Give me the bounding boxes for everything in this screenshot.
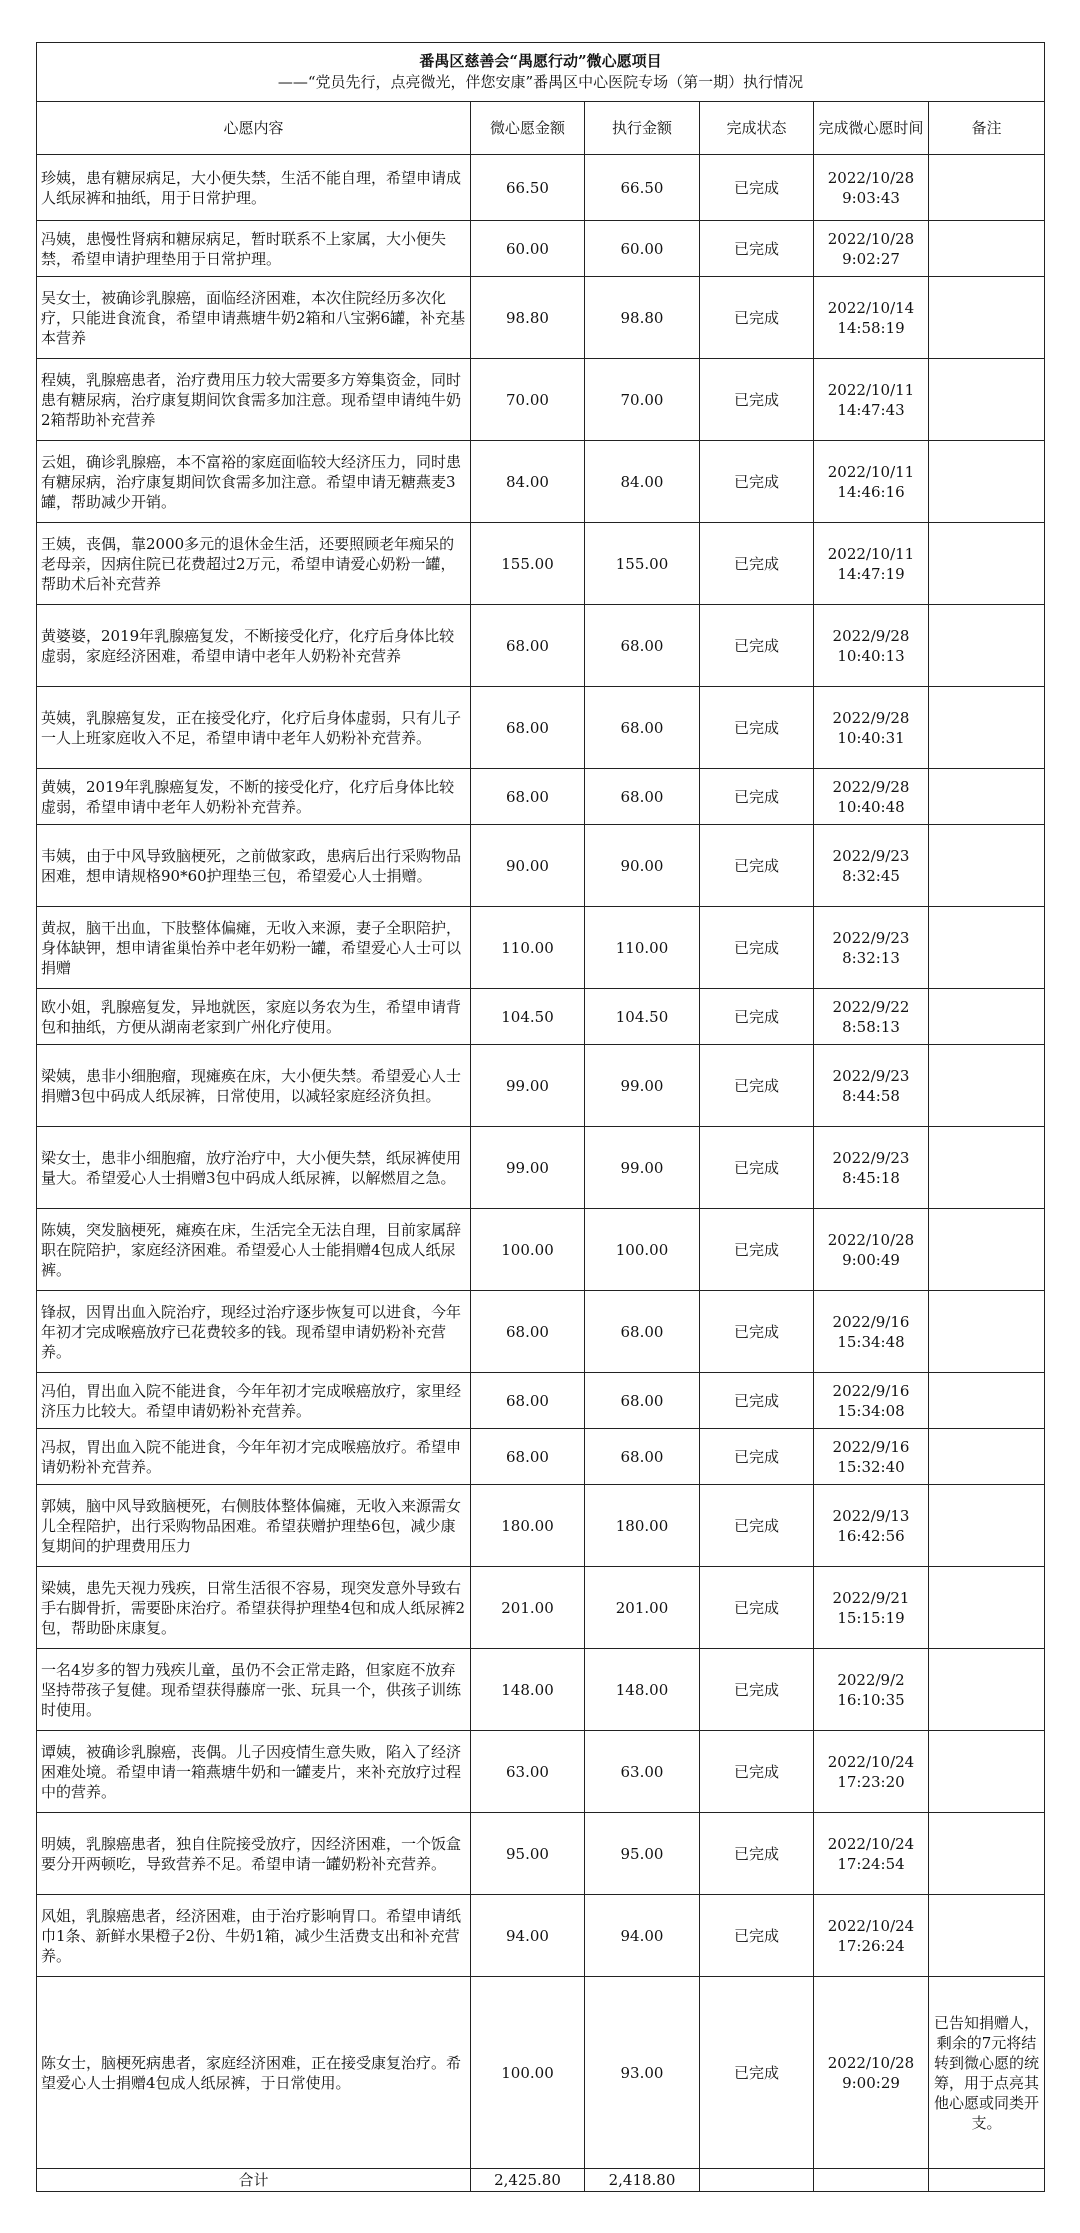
table-row [37, 1485, 1045, 1567]
completion-date: 2022/9/23 [832, 1066, 910, 1085]
completion-status: 已完成 [700, 1895, 814, 1977]
exec-amount: 63.00 [585, 1731, 700, 1813]
exec-amount: 70.00 [585, 359, 700, 441]
completion-time [814, 1209, 929, 1291]
exec-amount: 180.00 [585, 1485, 700, 1567]
table-row [37, 989, 1045, 1045]
exec-amount: 94.00 [585, 1895, 700, 1977]
title-line-2: ——“党员先行，点亮微光，伴您安康”番禺区中心医院专场（第一期）执行情况 [277, 73, 804, 91]
wish-amount: 110.00 [471, 907, 585, 989]
completion-status: 已完成 [700, 825, 814, 907]
remark: 已告知捐赠人，剩余的7元将结转到微心愿的统筹，用于点亮其他心愿或同类开支。 [929, 1977, 1045, 2169]
wish-amount: 90.00 [471, 825, 585, 907]
completion-clock: 15:34:48 [837, 1332, 905, 1351]
wish-amount: 60.00 [471, 221, 585, 277]
table-row [37, 1567, 1045, 1649]
completion-clock: 8:44:58 [842, 1086, 900, 1105]
wish-amount: 68.00 [471, 687, 585, 769]
completion-time [814, 441, 929, 523]
table-row [37, 825, 1045, 907]
table-row [37, 1649, 1045, 1731]
completion-clock: 16:10:35 [837, 1690, 905, 1709]
completion-clock: 8:32:13 [842, 948, 900, 967]
completion-date: 2022/9/23 [832, 846, 910, 865]
wish-content: 英姨，乳腺癌复发，正在接受化疗，化疗后身体虚弱，只有儿子一人上班家庭收入不足，希望申请中老年人奶粉补充营养。 [37, 687, 471, 769]
completion-clock: 10:40:31 [837, 728, 905, 747]
completion-status: 已完成 [700, 1209, 814, 1291]
header-time: 完成微心愿时间 [814, 102, 929, 155]
completion-date: 2022/9/28 [832, 626, 910, 645]
remark [929, 221, 1045, 277]
completion-time [814, 1045, 929, 1127]
wish-amount: 98.80 [471, 277, 585, 359]
completion-status: 已完成 [700, 769, 814, 825]
exec-amount: 93.00 [585, 1977, 700, 2169]
wish-amount: 68.00 [471, 1373, 585, 1429]
completion-clock: 9:03:43 [842, 188, 900, 207]
completion-status: 已完成 [700, 1291, 814, 1373]
table-row [37, 277, 1045, 359]
wish-content: 梁姨，患先天视力残疾，日常生活很不容易，现突发意外导致右手右脚骨折，需要卧床治疗。希望获得护理垫4包和成人纸尿裤2包，帮助卧床康复。 [37, 1567, 471, 1649]
wish-amount: 95.00 [471, 1813, 585, 1895]
completion-clock: 8:45:18 [842, 1168, 900, 1187]
wish-content: 珍姨，患有糖尿病足，大小便失禁，生活不能自理，希望申请成人纸尿裤和抽纸，用于日常护理。 [37, 155, 471, 221]
completion-status: 已完成 [700, 1567, 814, 1649]
remark [929, 1895, 1045, 1977]
completion-date: 2022/9/2 [837, 1670, 905, 1689]
title-line-1: 番禺区慈善会“禺愿行动”微心愿项目 [419, 52, 662, 70]
remark [929, 1373, 1045, 1429]
wish-content: 风姐，乳腺癌患者，经济困难，由于治疗影响胃口。希望申请纸巾1条、新鲜水果橙子2份、牛奶1箱，减少生活费支出和补充营养。 [37, 1895, 471, 1977]
wish-amount: 68.00 [471, 1291, 585, 1373]
completion-clock: 8:58:13 [842, 1017, 900, 1036]
completion-status: 已完成 [700, 359, 814, 441]
wish-content: 云姐，确诊乳腺癌，本不富裕的家庭面临较大经济压力，同时患有糖尿病，治疗康复期间饮食需多加注意。希望申请无糖燕麦3罐，帮助减少开销。 [37, 441, 471, 523]
completion-clock: 16:42:56 [837, 1526, 905, 1545]
completion-clock: 17:24:54 [837, 1854, 905, 1873]
remark [929, 277, 1045, 359]
exec-amount: 68.00 [585, 1291, 700, 1373]
header-row [37, 102, 1045, 155]
exec-amount: 68.00 [585, 1429, 700, 1485]
remark [929, 441, 1045, 523]
remark [929, 155, 1045, 221]
table-row [37, 359, 1045, 441]
completion-date: 2022/10/11 [827, 462, 915, 481]
completion-time [814, 1649, 929, 1731]
completion-time [814, 1429, 929, 1485]
completion-status: 已完成 [700, 155, 814, 221]
completion-time [814, 1813, 929, 1895]
total-row [37, 2169, 1045, 2192]
completion-status: 已完成 [700, 1485, 814, 1567]
completion-date: 2022/10/28 [827, 2053, 915, 2072]
total-exec: 2,418.80 [585, 2169, 700, 2192]
table-title [37, 43, 1045, 102]
exec-amount: 68.00 [585, 687, 700, 769]
table-row [37, 523, 1045, 605]
wish-amount: 99.00 [471, 1045, 585, 1127]
wish-content: 梁女士，患非小细胞瘤，放疗治疗中，大小便失禁，纸尿裤使用量大。希望爱心人士捐赠3包中码成人纸尿裤，以解燃眉之急。 [37, 1127, 471, 1209]
wish-content: 陈姨，突发脑梗死，瘫痪在床，生活完全无法自理，目前家属辞职在院陪护，家庭经济困难。希望爱心人士能捐赠4包成人纸尿裤。 [37, 1209, 471, 1291]
wish-amount: 180.00 [471, 1485, 585, 1567]
table-row [37, 1731, 1045, 1813]
exec-amount: 90.00 [585, 825, 700, 907]
completion-date: 2022/10/28 [827, 1230, 915, 1249]
completion-time [814, 1731, 929, 1813]
wish-content: 黄叔，脑干出血，下肢整体偏瘫，无收入来源，妻子全职陪护，身体缺钾，想申请雀巢怡养中老年奶粉一罐，希望爱心人士可以捐赠 [37, 907, 471, 989]
completion-date: 2022/9/23 [832, 1148, 910, 1167]
exec-amount: 99.00 [585, 1045, 700, 1127]
table-row [37, 1895, 1045, 1977]
completion-status: 已完成 [700, 1045, 814, 1127]
exec-amount: 68.00 [585, 769, 700, 825]
remark [929, 687, 1045, 769]
completion-time [814, 359, 929, 441]
wish-amount: 104.50 [471, 989, 585, 1045]
header-exec: 执行金额 [585, 102, 700, 155]
completion-date: 2022/10/11 [827, 380, 915, 399]
wish-content: 梁姨，患非小细胞瘤，现瘫痪在床，大小便失禁。希望爱心人士捐赠3包中码成人纸尿裤，日常使用，以减轻家庭经济负担。 [37, 1045, 471, 1127]
completion-date: 2022/10/24 [827, 1834, 915, 1853]
table-row [37, 1373, 1045, 1429]
header-note: 备注 [929, 102, 1045, 155]
completion-time [814, 1895, 929, 1977]
completion-status: 已完成 [700, 989, 814, 1045]
total-note [929, 2169, 1045, 2192]
completion-status: 已完成 [700, 1731, 814, 1813]
table-row [37, 1813, 1045, 1895]
completion-time [814, 1567, 929, 1649]
completion-time [814, 605, 929, 687]
completion-time [814, 769, 929, 825]
completion-date: 2022/9/23 [832, 928, 910, 947]
completion-clock: 14:46:16 [837, 482, 905, 501]
table-row [37, 769, 1045, 825]
completion-date: 2022/10/24 [827, 1752, 915, 1771]
completion-date: 2022/9/16 [832, 1437, 910, 1456]
wish-content: 谭姨，被确诊乳腺癌，丧偶。儿子因疫情生意失败，陷入了经济困难处境。希望申请一箱燕塘牛奶和一罐麦片，来补充放疗过程中的营养。 [37, 1731, 471, 1813]
remark [929, 1045, 1045, 1127]
wish-amount: 66.50 [471, 155, 585, 221]
completion-time [814, 1127, 929, 1209]
remark [929, 605, 1045, 687]
table-row [37, 1429, 1045, 1485]
remark [929, 1649, 1045, 1731]
completion-time [814, 1485, 929, 1567]
completion-clock: 14:58:19 [837, 318, 905, 337]
remark [929, 907, 1045, 989]
completion-clock: 9:00:29 [842, 2073, 900, 2092]
completion-status: 已完成 [700, 1373, 814, 1429]
completion-time [814, 825, 929, 907]
remark [929, 1485, 1045, 1567]
completion-clock: 17:23:20 [837, 1772, 905, 1791]
completion-status: 已完成 [700, 605, 814, 687]
completion-clock: 8:32:45 [842, 866, 900, 885]
remark [929, 1127, 1045, 1209]
exec-amount: 84.00 [585, 441, 700, 523]
exec-amount: 148.00 [585, 1649, 700, 1731]
total-label: 合计 [37, 2169, 471, 2192]
wish-content: 陈女士，脑梗死病患者，家庭经济困难，正在接受康复治疗。希望爱心人士捐赠4包成人纸尿裤，于日常使用。 [37, 1977, 471, 2169]
wish-amount: 63.00 [471, 1731, 585, 1813]
wish-amount: 100.00 [471, 1209, 585, 1291]
completion-date: 2022/9/28 [832, 708, 910, 727]
wish-content: 冯姨，患慢性肾病和糖尿病足，暂时联系不上家属，大小便失禁，希望申请护理垫用于日常护理。 [37, 221, 471, 277]
remark [929, 1429, 1045, 1485]
table-row [37, 907, 1045, 989]
exec-amount: 60.00 [585, 221, 700, 277]
table-row [37, 155, 1045, 221]
exec-amount: 155.00 [585, 523, 700, 605]
completion-date: 2022/10/11 [827, 544, 915, 563]
exec-amount: 68.00 [585, 605, 700, 687]
remark [929, 1567, 1045, 1649]
completion-clock: 15:34:08 [837, 1401, 905, 1420]
wish-amount: 68.00 [471, 769, 585, 825]
wish-amount: 155.00 [471, 523, 585, 605]
header-status: 完成状态 [700, 102, 814, 155]
remark [929, 1813, 1045, 1895]
exec-amount: 98.80 [585, 277, 700, 359]
wish-content: 一名4岁多的智力残疾儿童，虽仍不会正常走路，但家庭不放弃坚持带孩子复健。现希望获得藤席一张、玩具一个，供孩子训练时使用。 [37, 1649, 471, 1731]
completion-date: 2022/9/21 [832, 1588, 910, 1607]
wish-amount: 201.00 [471, 1567, 585, 1649]
remark [929, 1209, 1045, 1291]
execution-table [36, 42, 1045, 2192]
completion-status: 已完成 [700, 221, 814, 277]
completion-clock: 17:26:24 [837, 1936, 905, 1955]
completion-clock: 14:47:43 [837, 400, 905, 419]
completion-date: 2022/10/24 [827, 1916, 915, 1935]
remark [929, 359, 1045, 441]
completion-time [814, 155, 929, 221]
wish-content: 黄姨，2019年乳腺癌复发，不断的接受化疗，化疗后身体比较虚弱，希望申请中老年人奶粉补充营养。 [37, 769, 471, 825]
completion-clock: 15:32:40 [837, 1457, 905, 1476]
wish-content: 欧小姐，乳腺癌复发，异地就医，家庭以务农为生，希望申请背包和抽纸，方便从湖南老家到广州化疗使用。 [37, 989, 471, 1045]
wish-content: 郭姨，脑中风导致脑梗死，右侧肢体整体偏瘫，无收入来源需女儿全程陪护，出行采购物品困难。希望获赠护理垫6包，减少康复期间的护理费用压力 [37, 1485, 471, 1567]
wish-content: 韦姨，由于中风导致脑梗死，之前做家政，患病后出行采购物品困难，想申请规格90*60护理垫三包，希望爱心人士捐赠。 [37, 825, 471, 907]
header-desc: 心愿内容 [37, 102, 471, 155]
completion-date: 2022/9/22 [832, 997, 910, 1016]
wish-amount: 148.00 [471, 1649, 585, 1731]
table-row [37, 1045, 1045, 1127]
completion-status: 已完成 [700, 907, 814, 989]
exec-amount: 201.00 [585, 1567, 700, 1649]
completion-date: 2022/10/14 [827, 298, 915, 317]
remark [929, 1291, 1045, 1373]
completion-date: 2022/9/28 [832, 777, 910, 796]
completion-clock: 9:02:27 [842, 249, 900, 268]
completion-clock: 10:40:48 [837, 797, 905, 816]
completion-status: 已完成 [700, 1813, 814, 1895]
wish-content: 冯伯，胃出血入院不能进食，今年年初才完成喉癌放疗，家里经济压力比较大。希望申请奶粉补充营养。 [37, 1373, 471, 1429]
exec-amount: 100.00 [585, 1209, 700, 1291]
wish-content: 王姨，丧偶，靠2000多元的退休金生活，还要照顾老年痴呆的老母亲，因病住院已花费超过2万元，希望申请爱心奶粉一罐，帮助术后补充营养 [37, 523, 471, 605]
total-amount: 2,425.80 [471, 2169, 585, 2192]
completion-time [814, 687, 929, 769]
completion-date: 2022/9/13 [832, 1506, 910, 1525]
completion-clock: 14:47:19 [837, 564, 905, 583]
completion-status: 已完成 [700, 441, 814, 523]
completion-time [814, 1373, 929, 1429]
wish-amount: 94.00 [471, 1895, 585, 1977]
wish-content: 明姨，乳腺癌患者，独自住院接受放疗，因经济困难，一个饭盒要分开两顿吃，导致营养不足。希望申请一罐奶粉补充营养。 [37, 1813, 471, 1895]
remark [929, 769, 1045, 825]
completion-clock: 15:15:19 [837, 1608, 905, 1627]
remark [929, 825, 1045, 907]
wish-amount: 84.00 [471, 441, 585, 523]
exec-amount: 95.00 [585, 1813, 700, 1895]
completion-date: 2022/9/16 [832, 1381, 910, 1400]
exec-amount: 104.50 [585, 989, 700, 1045]
remark [929, 523, 1045, 605]
wish-content: 吴女士，被确诊乳腺癌，面临经济困难，本次住院经历多次化疗，只能进食流食，希望申请燕塘牛奶2箱和八宝粥6罐，补充基本营养 [37, 277, 471, 359]
table-row [37, 605, 1045, 687]
exec-amount: 68.00 [585, 1373, 700, 1429]
completion-clock: 9:00:49 [842, 1250, 900, 1269]
wish-content: 黄婆婆，2019年乳腺癌复发，不断接受化疗，化疗后身体比较虚弱，家庭经济困难，希望申请中老年人奶粉补充营养 [37, 605, 471, 687]
table-row [37, 1127, 1045, 1209]
completion-status: 已完成 [700, 277, 814, 359]
table-row [37, 1209, 1045, 1291]
completion-time [814, 989, 929, 1045]
completion-status: 已完成 [700, 687, 814, 769]
remark [929, 989, 1045, 1045]
wish-content: 锋叔，因胃出血入院治疗，现经过治疗逐步恢复可以进食，今年年初才完成喉癌放疗已花费较多的钱。现希望申请奶粉补充营养。 [37, 1291, 471, 1373]
completion-date: 2022/10/28 [827, 168, 915, 187]
completion-time [814, 907, 929, 989]
table-row [37, 687, 1045, 769]
completion-status: 已完成 [700, 1429, 814, 1485]
wish-amount: 100.00 [471, 1977, 585, 2169]
wish-content: 程姨，乳腺癌患者，治疗费用压力较大需要多方筹集资金，同时患有糖尿病，治疗康复期间饮食需多加注意。现希望申请纯牛奶2箱帮助补充营养 [37, 359, 471, 441]
wish-amount: 68.00 [471, 605, 585, 687]
completion-status: 已完成 [700, 523, 814, 605]
exec-amount: 99.00 [585, 1127, 700, 1209]
total-time [814, 2169, 929, 2192]
completion-time [814, 1977, 929, 2169]
remark [929, 1731, 1045, 1813]
exec-amount: 66.50 [585, 155, 700, 221]
completion-status: 已完成 [700, 1977, 814, 2169]
completion-date: 2022/10/28 [827, 229, 915, 248]
table-row [37, 221, 1045, 277]
table-row [37, 1977, 1045, 2169]
exec-amount: 110.00 [585, 907, 700, 989]
completion-time [814, 1291, 929, 1373]
wish-amount: 68.00 [471, 1429, 585, 1485]
table-row [37, 1291, 1045, 1373]
table-row [37, 441, 1045, 523]
completion-status: 已完成 [700, 1127, 814, 1209]
wish-amount: 70.00 [471, 359, 585, 441]
completion-time [814, 277, 929, 359]
header-amount: 微心愿金额 [471, 102, 585, 155]
completion-date: 2022/9/16 [832, 1312, 910, 1331]
completion-status: 已完成 [700, 1649, 814, 1731]
wish-content: 冯叔，胃出血入院不能进食，今年年初才完成喉癌放疗。希望申请奶粉补充营养。 [37, 1429, 471, 1485]
completion-time [814, 221, 929, 277]
total-status [700, 2169, 814, 2192]
completion-clock: 10:40:13 [837, 646, 905, 665]
completion-time [814, 523, 929, 605]
wish-amount: 99.00 [471, 1127, 585, 1209]
